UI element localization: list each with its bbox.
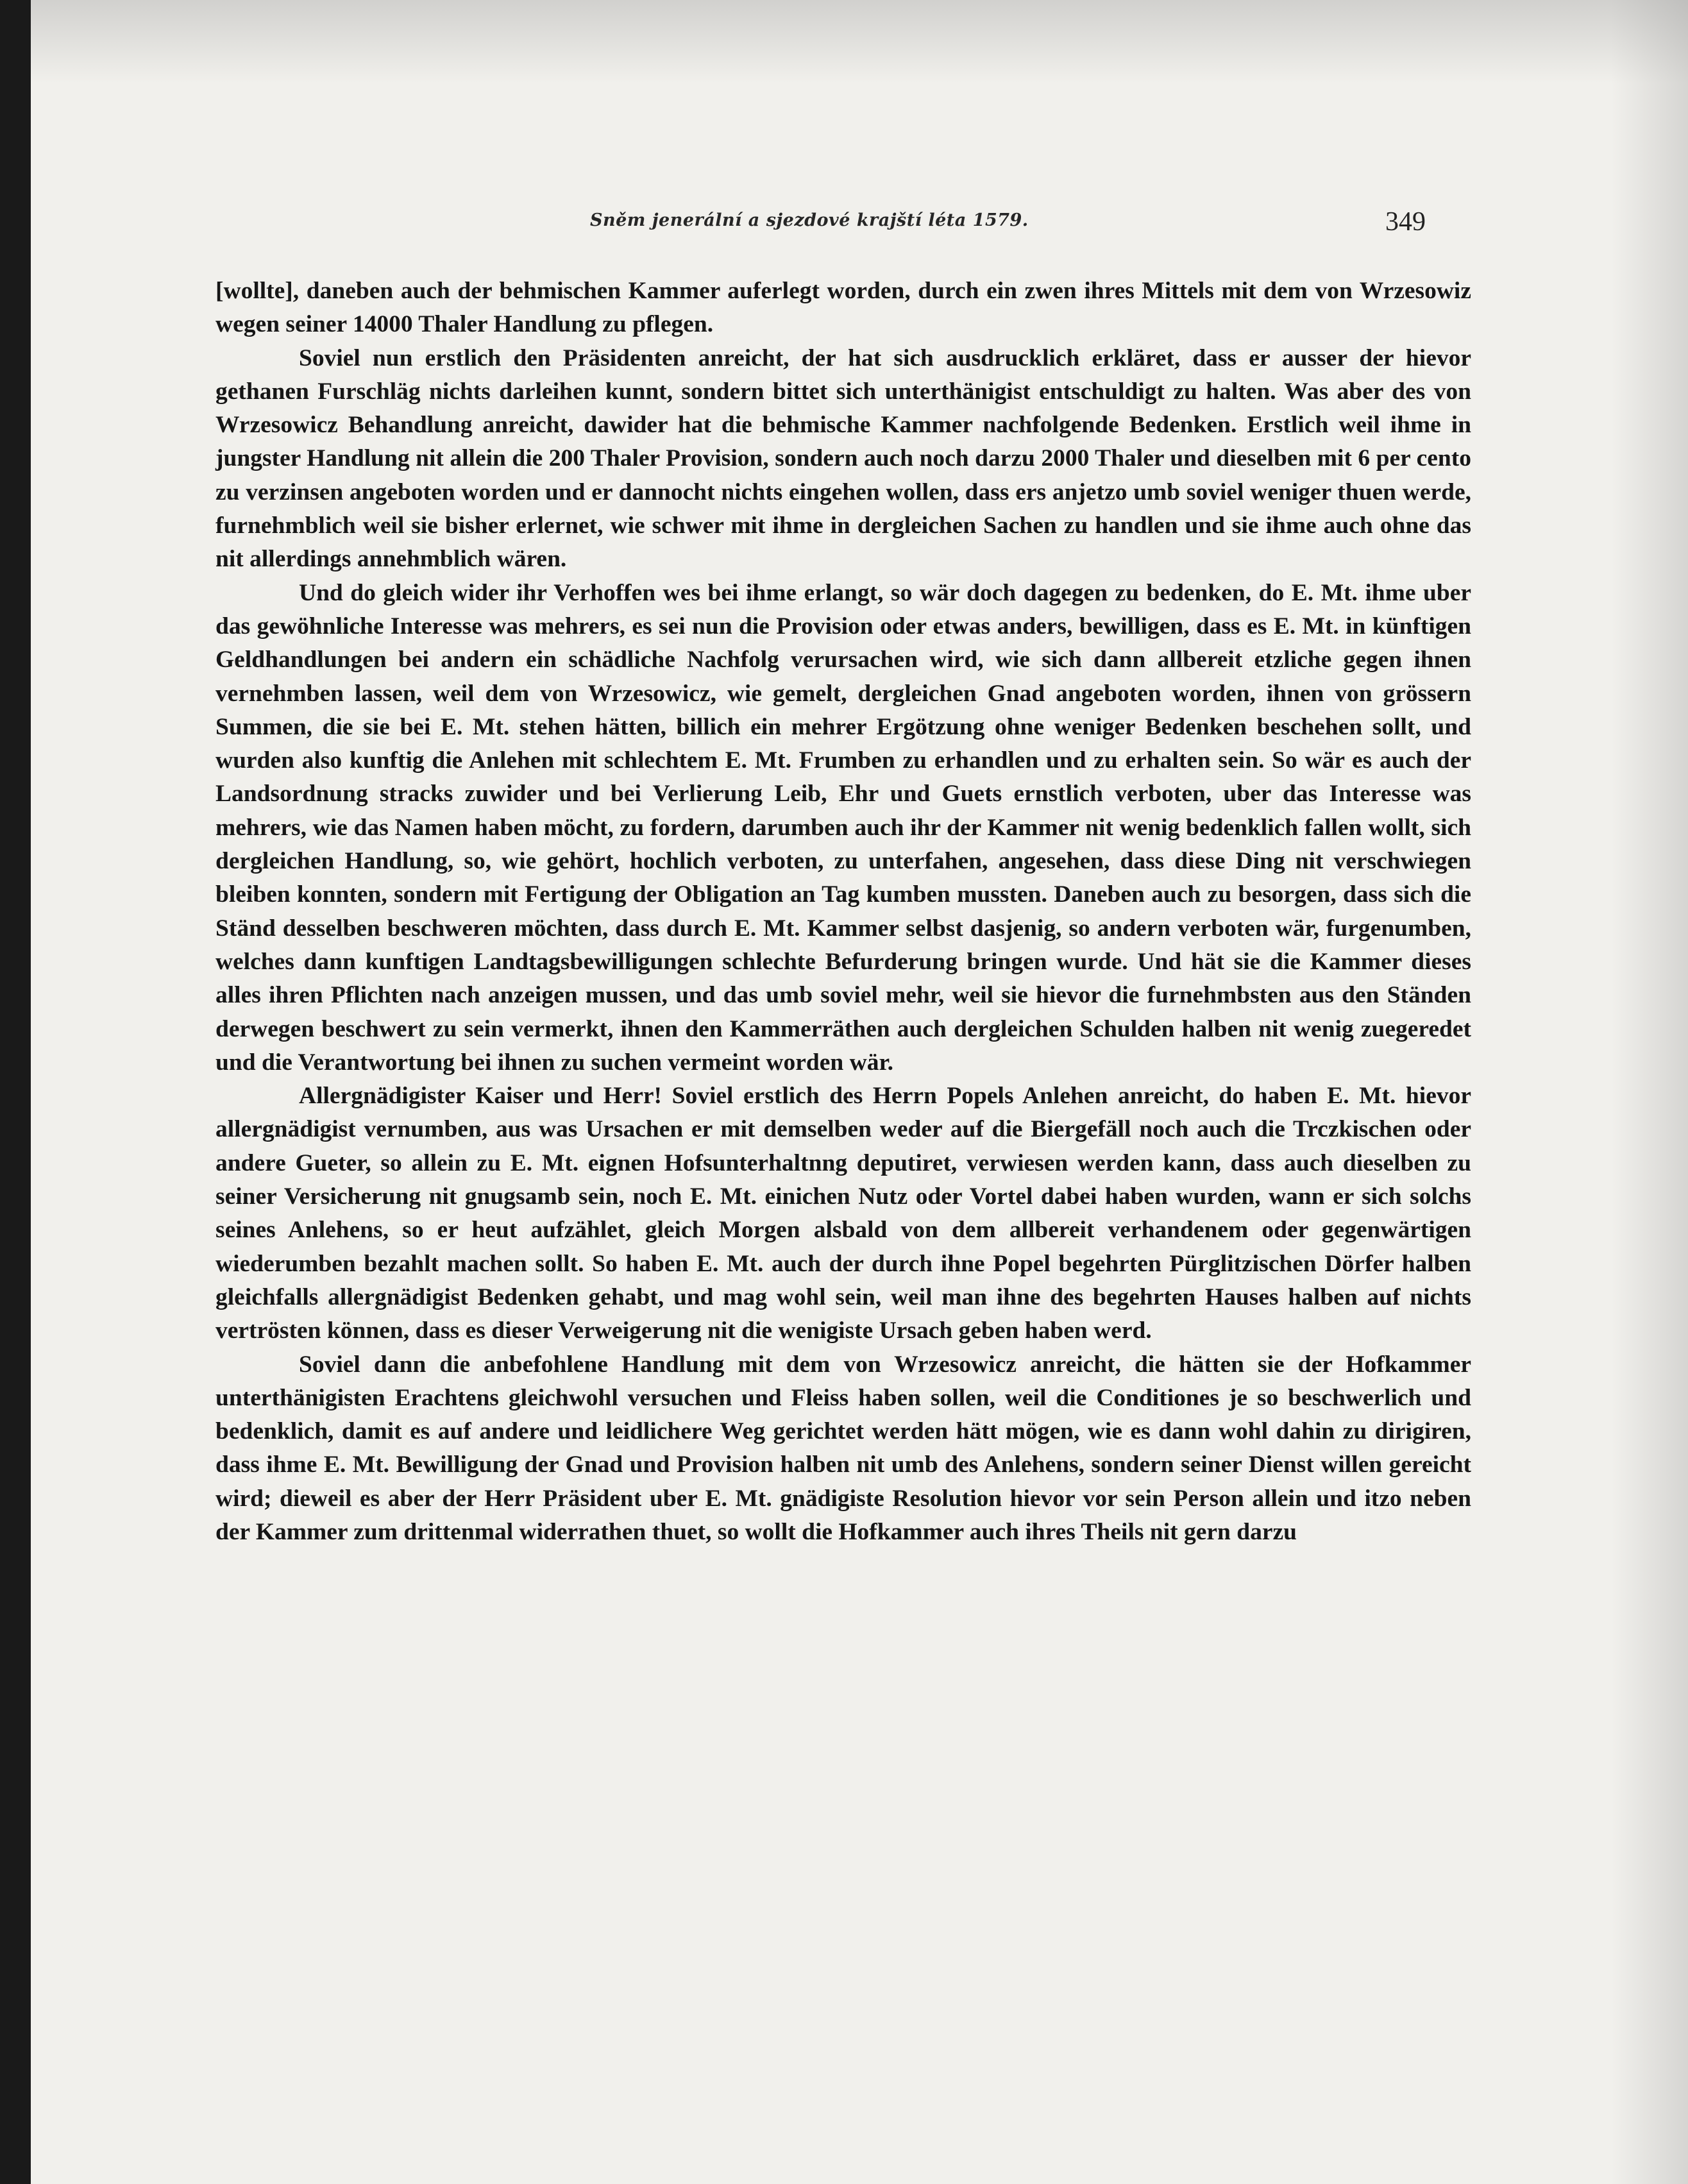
- paragraph-2: Soviel nun erstlich den Präsidenten anreicht, der hat sich ausdrucklich erkläret, dass er ausser der hievor gethanen Furschläg nichts darleihen kunnt, sondern bittet sich unterthänigist entschuldigt zu halten. Was aber des von Wrzesowicz Behandlung anreicht, dawider hat die behmische Kammer nachfolgende Bedenken. Erstlich weil ihme in jungster Handlung nit allein die 200 Thaler Provision, sondern auch noch darzu 2000 Thaler und dieselben mit 6 per cento zu verzinsen angeboten worden und er dannocht nichts eingehen wollen, dass ers anjetzo umb soviel weniger thuen werde, furnehmblich weil sie bisher erlernet, wie schwer mit ihme in dergleichen Sachen zu handlen und sie ihme auch ohne das nit allerdings annehmblich wären.: [215, 344, 1471, 573]
- paragraph-4: Allergnädigister Kaiser und Herr! Soviel erstlich des Herrn Popels Anlehen anreicht, do haben E. Mt. hievor allergnädigist vernumben, aus was Ursachen er mit demselben weder auf die Biergefäll noch auch die Trczkischen oder andere Gueter, so allein zu E. Mt. eignen Hofsunterhaltnng deputiret, verwiesen werden kann, dass auch dieselben zu seiner Versicherung nit gnugsamb sein, noch E. Mt. einichen Nutz oder Vortel dabei haben wurden, wann er sich solchs seines Anlehens, so er heut aufzählet, gleich Morgen alsbald von dem allbereit verhandenem oder gegenwärtigen wiederumben bezahlt machen sollt. So haben E. Mt. auch der durch ihne Popel begehrten Pürglitzischen Dörfer halben gleichfalls allergnädigist Bedenken gehabt, und mag wohl sein, weil man ihne des begehrten Hauses halben auf nichts vertrösten können, dass es dieser Verweigerung nit die wenigiste Ursach geben haben werd.: [215, 1083, 1471, 1344]
- paragraph-3: Und do gleich wider ihr Verhoffen wes bei ihme erlangt, so wär doch dagegen zu bedenken, do E. Mt. ihme uber das gewöhnliche Interesse was mehrers, es sei nun die Provision oder etwas anders, bewilligen, dass es E. Mt. in künftigen Geldhandlungen bei andern ein schädliche Nachfolg verursachen wird, wie sich dann allbereit etzliche gegen ihnen vernehmben lassen, weil dem von Wrzesowicz, wie gemelt, dergleichen Gnad angeboten worden, ihnen von grössern Summen, die sie bei E. Mt. stehen hätten, billich ein mehrer Ergötzung ohne weniger Bedenken beschehen sollt, und wurden also kunftig die Anlehen mit schlechtem E. Mt. Frumben zu erhandlen und zu erhalten sein. So wär es auch der Landsordnung stracks zuwider und bei Verlierung Leib, Ehr und Guets ernstlich verboten, uber das Interesse was mehrers, wie das Namen haben möcht, zu fordern, darumben auch ihr der Kammer nit wenig bedenklich fallen wollt, sich dergleichen Handlung, so, wie gehört, hochlich verboten, zu unterfahen, angesehen, dass diese Ding nit verschwiegen bleiben konnten, sondern mit Fertigung der Obligation an Tag kumben mussten. Daneben auch zu besorgen, dass sich die Ständ desselben beschweren möchten, dass durch E. Mt. Kammer selbst dasjenig, so andern verboten wär, furgenumben, welches dann kunftigen Landtagsbewilligungen schlechte Befurderung bringen wurde. Und hät sie die Kammer dieses alles ihren Pflichten nach anzeigen mussen, und das umb soviel mehr, weil sie hievor die furnehmbsten aus den Ständen derwegen beschwert zu sein vermerkt, ihnen den Kammerräthen auch dergleichen Schulden halben nit wenig zuegeredet und die Verantwortung bei ihnen zu suchen vermeint worden wär.: [215, 579, 1471, 1076]
- body-text: [215, 275, 1471, 1549]
- running-head-title: Sněm jenerální a sjezdové krajští léta 1579.: [590, 210, 1029, 230]
- paragraph-1: [wollte], daneben auch der behmischen Kammer auferlegt worden, durch ein zwen ihres Mittels mit dem von Wrzesowiz wegen seiner 14000 Thaler Handlung zu pflegen.: [215, 278, 1471, 338]
- page-number: 349: [1385, 207, 1426, 237]
- paragraph-5: Soviel dann die anbefohlene Handlung mit dem von Wrzesowicz anreicht, die hätten sie der Hofkammer unterthänigisten Erachtens gleichwohl versuchen und Fleiss haben sollen, weil die Conditiones je so beschwerlich und bedenklich, damit es auf andere und leidlichere Weg gerichtet werden hätt mögen, wie es dann wohl dahin zu dirigiren, dass ihme E. Mt. Bewilligung der Gnad und Provision halben nit umb des Anlehens, sondern seiner Dienst willen gereicht wird; dieweil es aber der Herr Präsident uber E. Mt. gnädigiste Resolution hievor vor sein Person allein und itzo neben der Kammer zum drittenmal widerrathen thuet, so wollt die Hofkammer auch ihres Theils nit gern darzu: [215, 1351, 1471, 1545]
- scan-shadow-top: [31, 0, 1688, 83]
- document-page: [31, 0, 1688, 2184]
- running-head: [31, 207, 1688, 245]
- scan-shadow-right: [1611, 0, 1688, 2184]
